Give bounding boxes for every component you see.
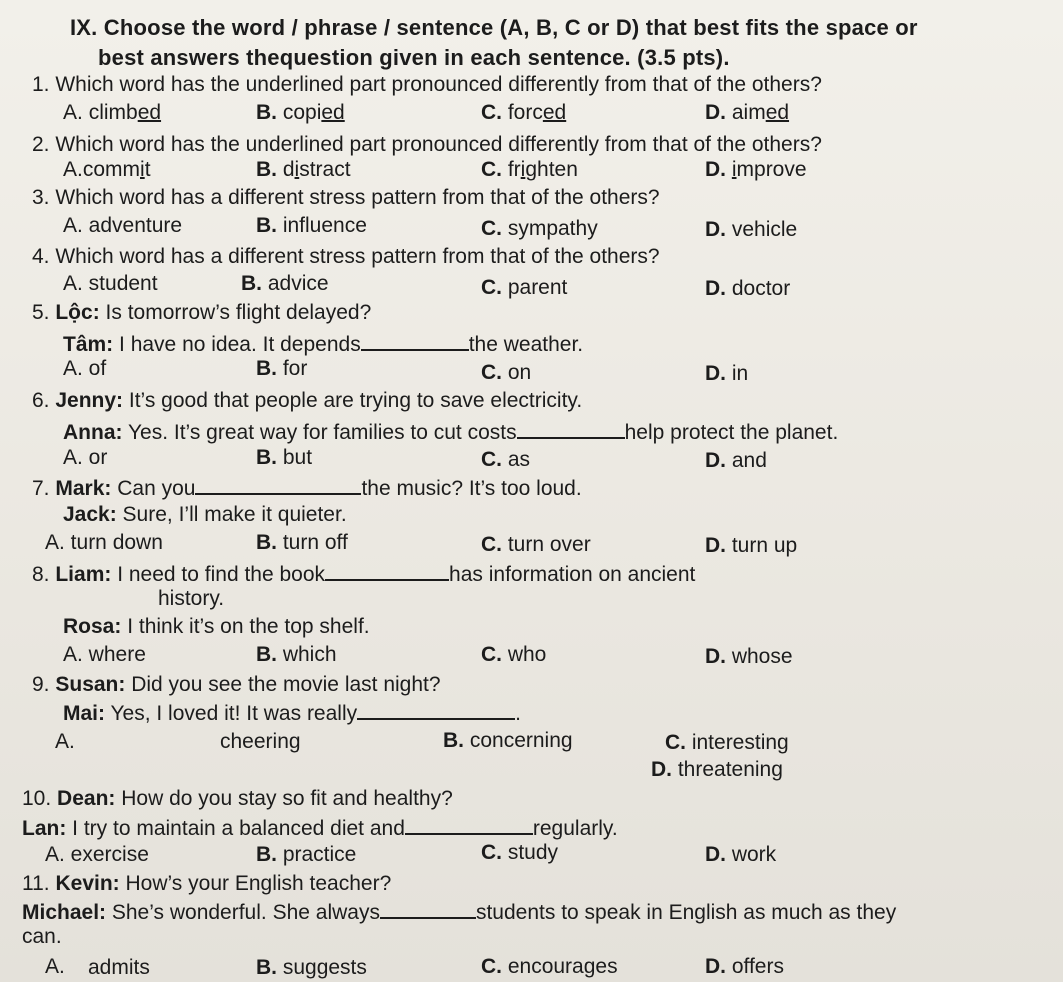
q5-option-a: A. of bbox=[63, 357, 107, 380]
q1-option-c: C. forced bbox=[481, 101, 567, 124]
q6-option-a: A. or bbox=[63, 446, 108, 469]
q8-option-d: D. whose bbox=[705, 645, 793, 668]
q1-option-b: B. copied bbox=[256, 101, 345, 124]
q8-blank bbox=[325, 561, 449, 581]
q11-option-b: B. suggests bbox=[256, 956, 367, 979]
q5-blank bbox=[361, 331, 469, 351]
q2-stem: 2. Which word has the underlined part pronounced differently from that of the others? bbox=[32, 133, 822, 156]
q10-blank bbox=[405, 815, 533, 835]
q5-option-b: B. for bbox=[256, 357, 308, 380]
q11-line1: 11. Kevin: How’s your English teacher? bbox=[22, 872, 392, 895]
q6-option-b: B. but bbox=[256, 446, 313, 469]
q3-option-a: A. adventure bbox=[63, 214, 183, 237]
q6-blank bbox=[517, 419, 625, 439]
q11-option-d: D. offers bbox=[705, 955, 784, 978]
q8-option-a: A. where bbox=[63, 643, 146, 666]
q7-blank bbox=[195, 475, 361, 495]
q9-blank bbox=[357, 700, 515, 720]
q4-option-d: D. doctor bbox=[705, 277, 791, 300]
q7-line2: Jack: Sure, I’ll make it quieter. bbox=[63, 503, 347, 526]
q3-option-c: C. sympathy bbox=[481, 217, 598, 240]
q2-option-b: B. distract bbox=[256, 158, 351, 181]
q1-option-a: A. climbed bbox=[63, 101, 162, 124]
q9-line2: Mai: Yes, I loved it! It was really . bbox=[63, 702, 521, 725]
q9-option-a: cheering bbox=[220, 730, 301, 753]
q2-option-c: C. frighten bbox=[481, 158, 578, 181]
q7-option-a: A. turn down bbox=[45, 531, 163, 554]
q3-option-b: B. influence bbox=[256, 214, 367, 237]
q6-option-c: C. as bbox=[481, 448, 531, 471]
q10-option-a: A. exercise bbox=[45, 843, 149, 866]
q4-stem: 4. Which word has a different stress pattern from that of the others? bbox=[32, 245, 660, 268]
q5-option-c: C. on bbox=[481, 361, 532, 384]
q5-option-d: D. in bbox=[705, 362, 749, 385]
q11-line2: Michael: She’s wonderful. She always students to speak in English as much as they bbox=[22, 901, 897, 924]
section-heading-line2: best answers thequestion given in each sentence. (3.5 pts). bbox=[98, 45, 730, 70]
q10-line2: Lan: I try to maintain a balanced diet and regularly. bbox=[22, 817, 618, 840]
q9-option-a-letter: A. bbox=[55, 730, 75, 753]
q10-line1: 10. Dean: How do you stay so fit and healthy? bbox=[22, 787, 453, 810]
q11-line2-cont: can. bbox=[22, 925, 62, 948]
q7-option-d: D. turn up bbox=[705, 534, 798, 557]
section-heading-line1: IX. Choose the word / phrase / sentence (A, B, C or D) that best fits the space or bbox=[70, 15, 918, 40]
q2-option-a: A.commit bbox=[63, 158, 151, 181]
q8-option-b: B. which bbox=[256, 643, 337, 666]
q7-option-c: C. turn over bbox=[481, 533, 591, 556]
q8-option-c: C. who bbox=[481, 643, 547, 666]
q4-option-a: A. student bbox=[63, 272, 158, 295]
q11-option-c: C. encourages bbox=[481, 955, 618, 978]
q4-option-c: C. parent bbox=[481, 276, 568, 299]
q5-line2: Tâm: I have no idea. It depends the weather. bbox=[63, 333, 584, 356]
q7-option-b: B. turn off bbox=[256, 531, 348, 554]
q11-option-a: admits bbox=[88, 956, 150, 979]
q10-option-c: C. study bbox=[481, 841, 559, 864]
q9-option-c: C. interesting bbox=[665, 731, 789, 754]
q6-line1: 6. Jenny: It’s good that people are trying to save electricity. bbox=[32, 389, 583, 412]
q3-option-d: D. vehicle bbox=[705, 218, 798, 241]
q9-option-d: D. threatening bbox=[651, 758, 783, 781]
q8-line2: Rosa: I think it’s on the top shelf. bbox=[63, 615, 370, 638]
q1-stem: 1. Which word has the underlined part pronounced differently from that of the others? bbox=[32, 73, 822, 96]
q7-line1: 7. Mark: Can you the music? It’s too loud. bbox=[32, 477, 582, 500]
q3-stem: 3. Which word has a different stress pattern from that of the others? bbox=[32, 186, 660, 209]
q6-line2: Anna: Yes. It’s great way for families to cut costs help protect the planet. bbox=[63, 421, 839, 444]
q9-option-b: B. concerning bbox=[443, 729, 573, 752]
q4-option-b: B. advice bbox=[241, 272, 329, 295]
q8-line1-cont: history. bbox=[158, 587, 225, 610]
q9-line1: 9. Susan: Did you see the movie last night? bbox=[32, 673, 441, 696]
q10-option-b: B. practice bbox=[256, 843, 357, 866]
q6-option-d: D. and bbox=[705, 449, 767, 472]
q11-option-a-letter: A. bbox=[45, 955, 65, 978]
q2-option-d: D. improve bbox=[705, 158, 807, 181]
q8-line1: 8. Liam: I need to find the book has information on ancient bbox=[32, 563, 696, 586]
q1-option-d: D. aimed bbox=[705, 101, 790, 124]
q5-line1: 5. Lộc: Is tomorrow’s flight delayed? bbox=[32, 301, 372, 324]
q10-option-d: D. work bbox=[705, 843, 777, 866]
q11-blank bbox=[380, 899, 476, 919]
